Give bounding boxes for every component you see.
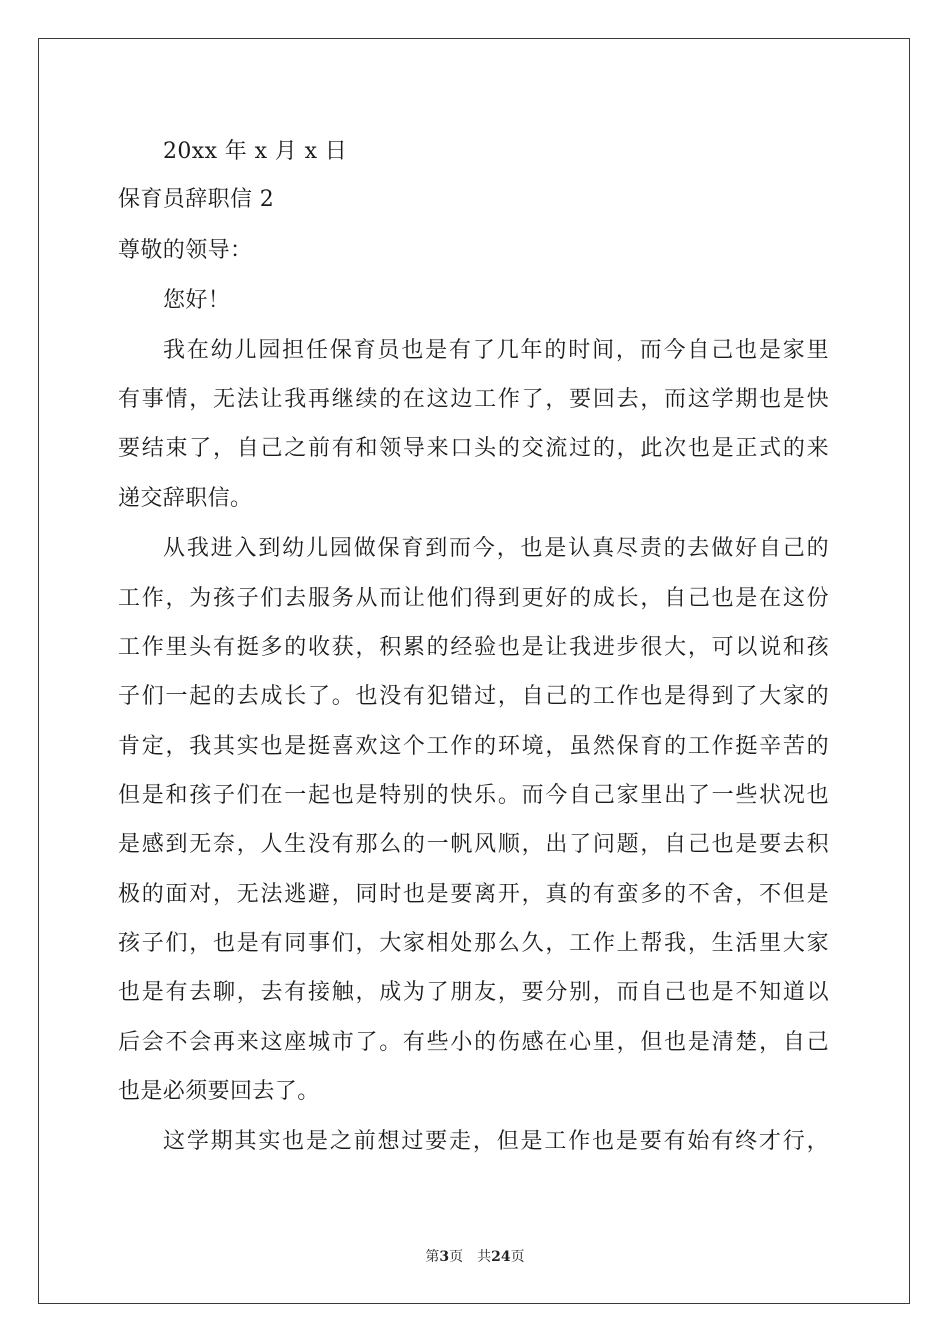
letter-date: 20xx 年 x 月 x 日 <box>163 139 348 164</box>
paragraph-2-line: 工作里头有挺多的收获，积累的经验也是让我进步很大，可以说和孩 <box>118 635 829 660</box>
paragraph-2-line: 孩子们，也是有同事们，大家相处那么久，工作上帮我，生活里大家 <box>118 931 829 956</box>
letter-greeting: 您好！ <box>163 288 231 313</box>
page-border <box>38 38 910 1304</box>
paragraph-2-line: 极的面对，无法逃避，同时也是要离开，真的有蛮多的不舍，不但是 <box>118 882 829 907</box>
footer-suffix: 页 <box>510 1249 525 1265</box>
paragraph-3-line: 这学期其实也是之前想过要走，但是工作也是要有始有终才行， <box>163 1129 829 1154</box>
paragraph-1-line: 有事情，无法让我再继续的在这边工作了，要回去，而这学期也是快 <box>118 387 829 412</box>
paragraph-1-line: 要结束了，自己之前有和领导来口头的交流过的，此次也是正式的来 <box>118 436 829 461</box>
footer-prefix: 第 <box>425 1249 440 1265</box>
paragraph-2-line: 后会不会再来这座城市了。有些小的伤感在心里，但也是清楚，自己 <box>118 1030 829 1055</box>
paragraph-2-line: 但是和孩子们在一起也是特别的快乐。而今自己家里出了一些状况也 <box>118 783 829 808</box>
current-page-number: 3 <box>439 1249 450 1265</box>
paragraph-1-line: 我在幼儿园担任保育员也是有了几年的时间，而今自己也是家里 <box>163 338 829 363</box>
letter-salutation: 尊敬的领导： <box>118 238 253 263</box>
paragraph-2-line: 工作，为孩子们去服务从而让他们得到更好的成长，自己也是在这份 <box>118 586 829 611</box>
paragraph-2-line: 子们一起的去成长了。也没有犯错过，自己的工作也是得到了大家的 <box>118 684 829 709</box>
page-footer <box>0 1248 950 1266</box>
paragraph-2-line: 是感到无奈，人生没有那么的一帆风顺，出了问题，自己也是要去积 <box>118 832 829 857</box>
total-page-count: 24 <box>491 1249 511 1265</box>
footer-mid: 页 共 <box>449 1249 492 1265</box>
letter-title: 保育员辞职信 2 <box>118 187 275 212</box>
paragraph-2-line: 也是有去聊，去有接触，成为了朋友，要分别，而自己也是不知道以 <box>118 980 829 1005</box>
paragraph-1-line: 递交辞职信。 <box>118 486 253 511</box>
paragraph-2-line: 也是必须要回去了。 <box>118 1079 320 1104</box>
paragraph-2-line: 从我进入到幼儿园做保育到而今，也是认真尽责的去做好自己的 <box>163 536 829 561</box>
paragraph-2-line: 肯定，我其实也是挺喜欢这个工作的环境，虽然保育的工作挺辛苦的 <box>118 734 829 759</box>
